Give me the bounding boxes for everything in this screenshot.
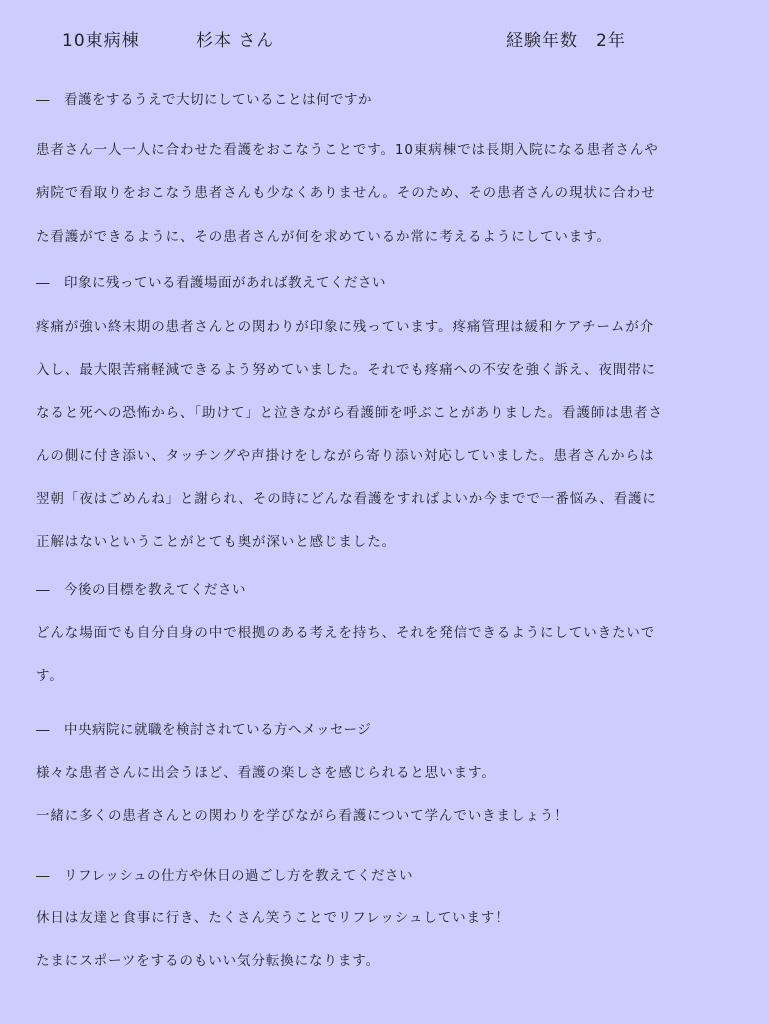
question-heading: ― リフレッシュの仕方や休日の過ごし方を教えてください	[36, 868, 414, 884]
answer-line: す。	[36, 668, 64, 684]
page-header	[0, 26, 769, 52]
qa-section-refresh	[36, 866, 736, 971]
qa-section-future-goals	[36, 580, 736, 686]
answer-line: 患者さん一人一人に合わせた看護をおこなうことです。10東病棟では長期入院になる患者さんや	[36, 142, 659, 158]
experience-years: 経験年数 2年	[506, 31, 626, 51]
answer-line: たまにスポーツをするのもいい気分転換になります。	[36, 953, 380, 969]
question-heading: ― 印象に残っている看護場面があれば教えてください	[36, 275, 386, 291]
answer-line: 入し、最大限苦痛軽減できるよう努めていました。それでも疼痛への不安を強く訴え、夜間帯に	[36, 362, 657, 378]
answer-line: なると死への恐怖から、「助けて」と泣きながら看護師を呼ぶことがありました。看護師は患者さ	[36, 405, 663, 421]
answer-text	[36, 140, 736, 247]
answer-line: どんな場面でも自分自身の中で根拠のある考えを持ち、それを発信できるようにしていきたいで	[36, 625, 656, 641]
answer-line: 翌朝「夜はごめんね」と謝られ、その時にどんな看護をすればよいか今までで一番悩み、看護に	[36, 491, 657, 507]
question-heading: ― 中央病院に就職を検討されている方へメッセージ	[36, 722, 372, 738]
answer-text	[36, 763, 736, 826]
staff-name: 杉本 さん	[196, 31, 275, 51]
answer-line: 病院で看取りをおこなう患者さんも少なくありません。そのため、その患者さんの現状に合わせ	[36, 185, 656, 201]
answer-text	[36, 623, 736, 686]
question-heading: ― 今後の目標を教えてください	[36, 582, 246, 598]
answer-line: 休日は友達と食事に行き、たくさん笑うことでリフレッシュしています！	[36, 910, 510, 926]
answer-line: 正解はないということがとても奥が深いと感じました。	[36, 534, 396, 550]
answer-text	[36, 908, 736, 971]
qa-section-message	[36, 720, 736, 826]
answer-text	[36, 317, 736, 552]
answer-line: 疼痛が強い終末期の患者さんとの関わりが印象に残っています。疼痛管理は緩和ケアチームが介	[36, 319, 655, 335]
qa-section-values	[36, 90, 736, 247]
answer-line: んの側に付き添い、タッチングや声掛けをしながら寄り添い対応していました。患者さんからは	[36, 448, 655, 464]
question-heading: ― 看護をするうえで大切にしていることは何ですか	[36, 92, 372, 108]
ward-label: 10東病棟	[62, 31, 140, 51]
answer-line: た看護ができるように、その患者さんが何を求めているか常に考えるようにしています。	[36, 229, 611, 245]
answer-line: 様々な患者さんに出会うほど、看護の楽しさを感じられると思います。	[36, 765, 496, 781]
qa-section-memorable-scene	[36, 273, 736, 552]
answer-line: 一緒に多くの患者さんとの関わりを学びながら看護について学んでいきましょう！	[36, 808, 569, 824]
